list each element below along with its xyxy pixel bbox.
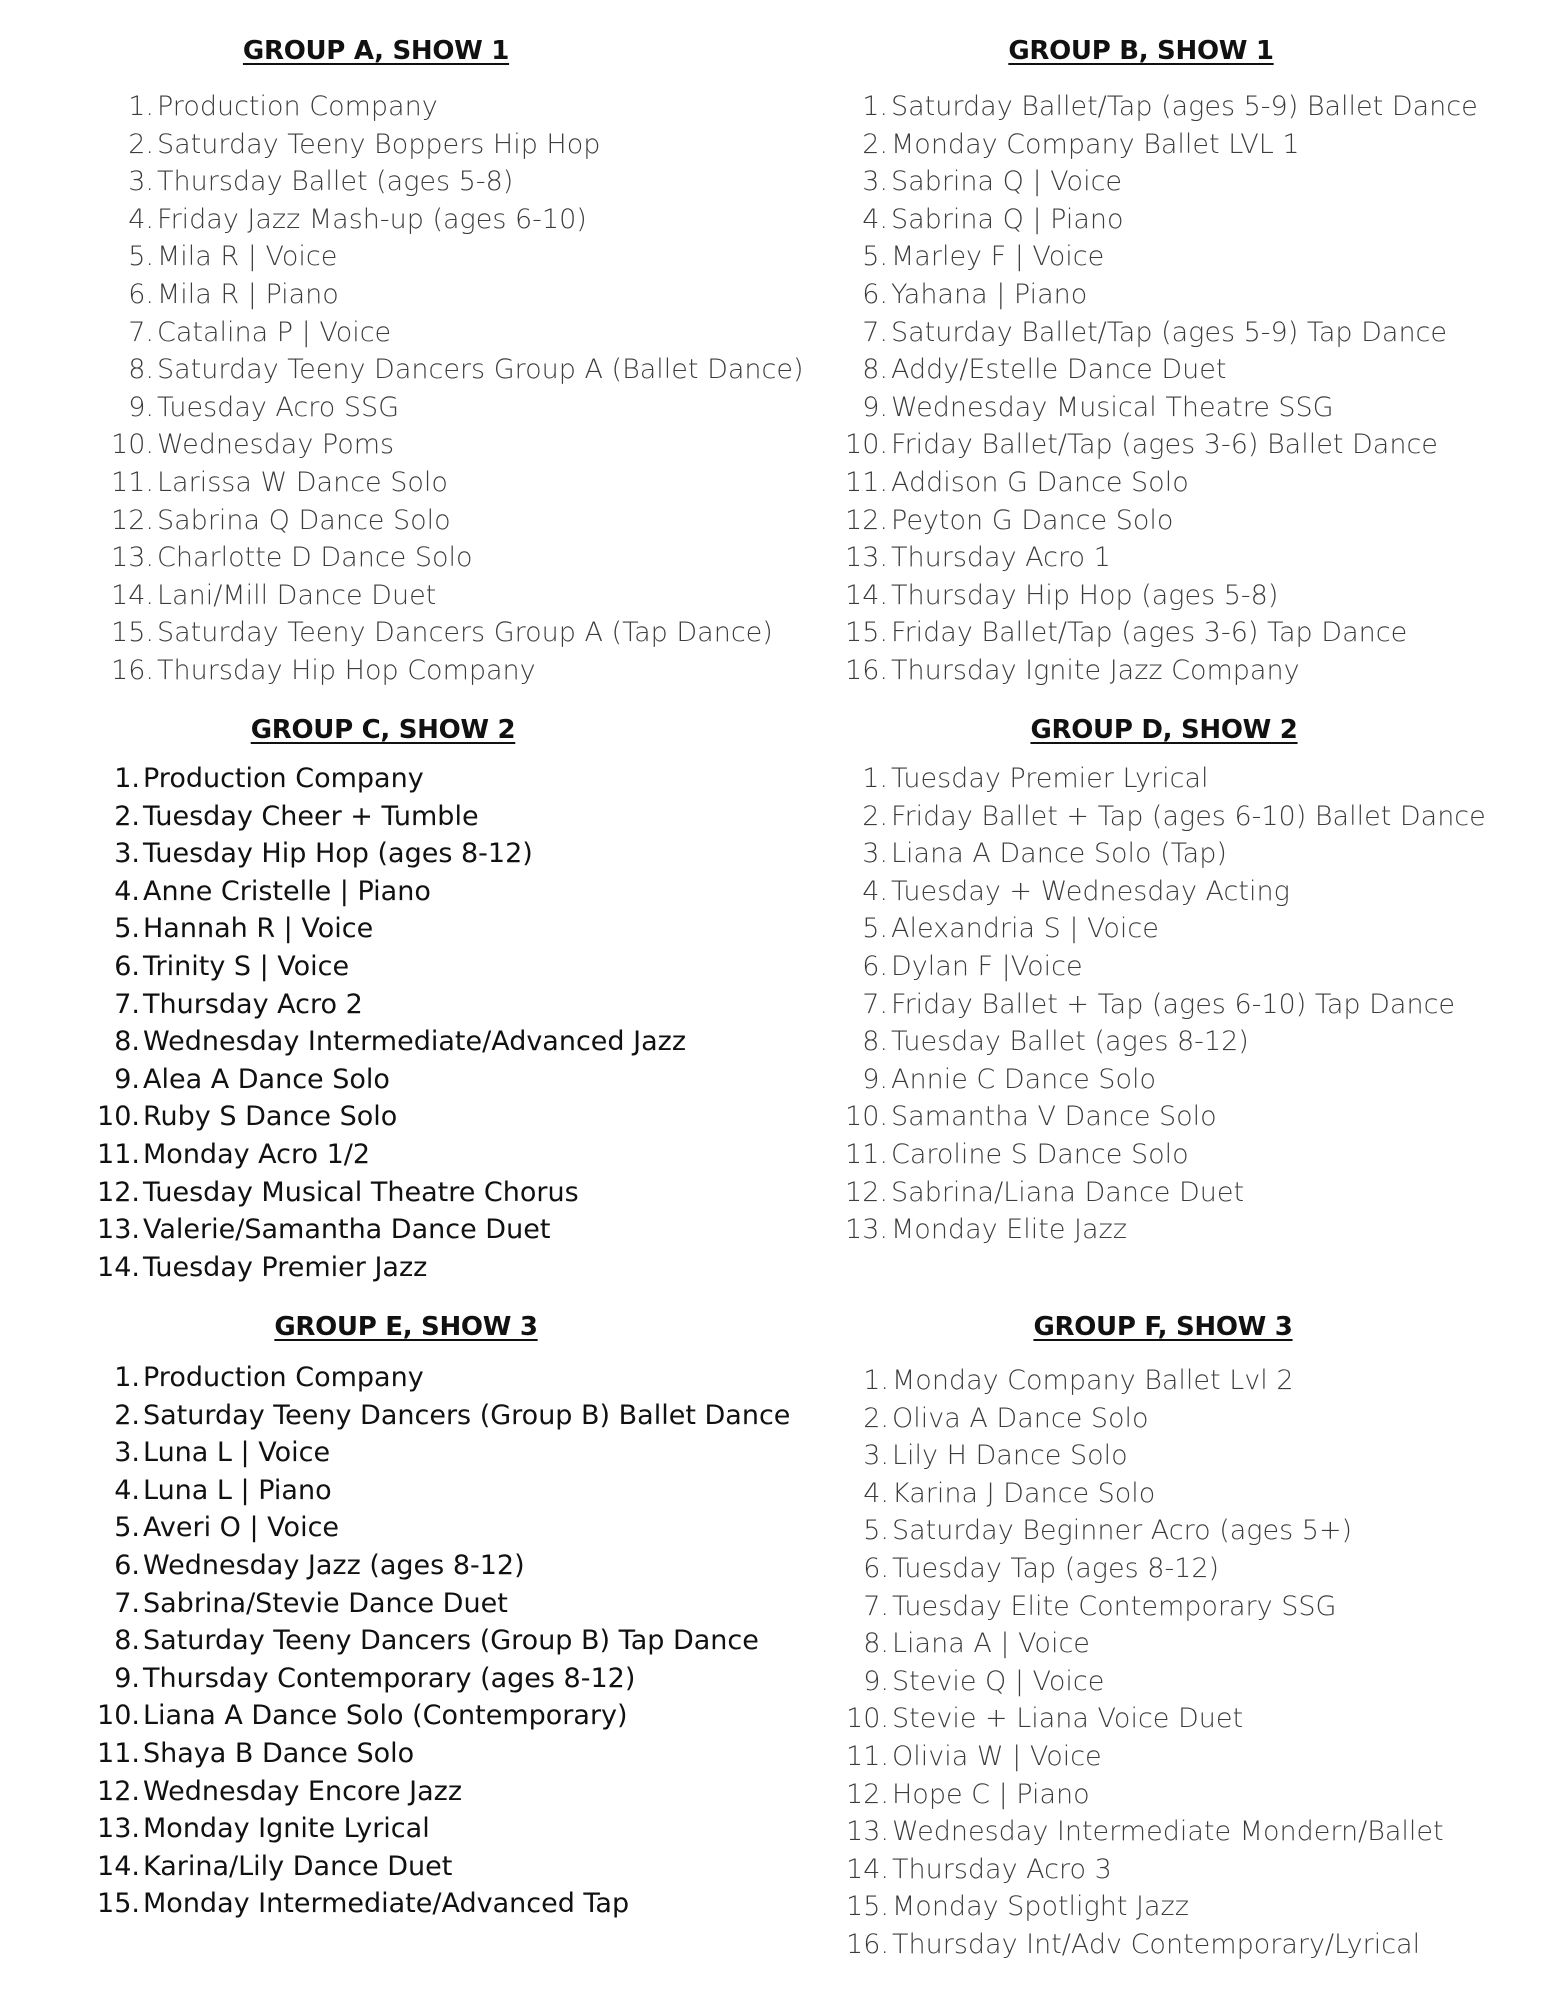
list-item [97, 1174, 686, 1212]
list-item [128, 314, 804, 352]
item-text: Saturday Teeny Dancers (Group B) Tap Dance [143, 1625, 759, 1657]
item-text: Trinity S | Voice [143, 950, 350, 982]
item-text: Mila R | Voice [157, 241, 338, 273]
item-number: 2. [862, 128, 888, 160]
list-item [845, 1098, 1486, 1136]
list-item [97, 1773, 790, 1811]
item-number: 16. [845, 654, 888, 686]
item-number: 2. [862, 800, 888, 832]
list-item [128, 238, 804, 276]
item-text: Liana A Dance Solo (Contemporary) [143, 1700, 628, 1732]
item-number: 13. [845, 1214, 888, 1246]
list-item [846, 1888, 1444, 1926]
item-text: Sabrina Q | Voice [891, 166, 1123, 198]
list-item [111, 426, 804, 464]
item-number: 13. [846, 1816, 889, 1848]
item-text: Thursday Int/Adv Contemporary/Lyrical [892, 1928, 1421, 1960]
list-item [845, 652, 1478, 690]
item-number: 12. [845, 1176, 888, 1208]
group-c-list [97, 760, 686, 1286]
list-item [845, 426, 1478, 464]
item-text: Sabrina Q | Piano [891, 203, 1124, 235]
item-text: Liana A | Voice [892, 1628, 1090, 1660]
item-number: 3. [862, 838, 888, 870]
list-item [862, 126, 1478, 164]
item-text: Friday Ballet + Tap (ages 6-10) Ballet Dance [891, 800, 1486, 832]
list-item [862, 760, 1486, 798]
item-number: 8. [862, 354, 888, 386]
item-number: 1. [128, 91, 154, 122]
item-text: Thursday Ignite Jazz Company [891, 654, 1300, 686]
list-item [863, 1550, 1444, 1588]
item-number: 14. [97, 1251, 140, 1283]
group-a-title: GROUP A, SHOW 1 [242, 36, 510, 66]
list-item [114, 760, 686, 798]
item-text: Hannah R | Voice [143, 913, 374, 945]
item-text: Tuesday Musical Theatre Chorus [143, 1176, 579, 1208]
item-number: 1. [863, 1365, 889, 1396]
list-item [111, 614, 804, 652]
item-number: 9. [862, 1063, 888, 1095]
list-item [97, 1735, 790, 1773]
item-text: Thursday Contemporary (ages 8-12) [143, 1662, 636, 1694]
list-item [97, 1810, 790, 1848]
item-number: 1. [862, 763, 888, 794]
item-text: Saturday Beginner Acro (ages 5+) [892, 1515, 1353, 1547]
item-number: 10. [846, 1703, 889, 1735]
list-item [128, 389, 804, 427]
item-number: 6. [863, 1552, 889, 1584]
item-number: 2. [863, 1402, 889, 1434]
list-item [845, 502, 1478, 540]
item-number: 9. [862, 391, 888, 423]
item-number: 3. [863, 1440, 889, 1472]
item-text: Charlotte D Dance Solo [157, 542, 473, 574]
item-text: Lily H Dance Solo [892, 1440, 1128, 1472]
list-item [114, 1547, 790, 1585]
list-item [863, 1512, 1444, 1550]
item-number: 8. [862, 1026, 888, 1058]
list-item [863, 1588, 1444, 1626]
list-item [863, 1362, 1444, 1400]
list-item [114, 1509, 790, 1547]
item-text: Oliva A Dance Solo [892, 1402, 1149, 1434]
item-text: Tuesday Tap (ages 8-12) [892, 1552, 1220, 1584]
list-item [111, 502, 804, 540]
item-text: Saturday Teeny Dancers (Group B) Ballet Dance [143, 1399, 791, 1431]
item-number: 3. [114, 1437, 140, 1469]
item-text: Production Company [157, 91, 438, 122]
list-item [114, 873, 686, 911]
list-item [863, 1663, 1444, 1701]
item-number: 11. [846, 1740, 889, 1772]
item-text: Thursday Hip Hop Company [157, 654, 536, 686]
list-item [111, 539, 804, 577]
item-text: Caroline S Dance Solo [891, 1138, 1189, 1170]
item-number: 14. [97, 1850, 140, 1882]
item-number: 5. [114, 913, 140, 945]
item-text: Tuesday Elite Contemporary SSG [892, 1590, 1337, 1622]
item-text: Tuesday + Wednesday Acting [891, 875, 1290, 907]
item-text: Luna L | Voice [143, 1437, 331, 1469]
item-number: 16. [846, 1928, 889, 1960]
list-item [862, 1061, 1486, 1099]
item-text: Stevie Q | Voice [892, 1665, 1105, 1697]
list-item [111, 464, 804, 502]
list-item [845, 1211, 1486, 1249]
item-text: Wednesday Jazz (ages 8-12) [143, 1549, 525, 1581]
list-item [114, 1622, 790, 1660]
item-number: 15. [111, 617, 154, 649]
item-number: 3. [862, 166, 888, 198]
item-number: 7. [114, 988, 140, 1020]
item-number: 1. [114, 1362, 140, 1393]
list-item [862, 88, 1478, 126]
item-number: 10. [97, 1101, 140, 1133]
item-number: 4. [862, 203, 888, 235]
list-item [128, 276, 804, 314]
item-number: 11. [845, 466, 888, 498]
list-item [863, 1625, 1444, 1663]
list-item [128, 351, 804, 389]
item-text: Friday Ballet/Tap (ages 3-6) Tap Dance [891, 617, 1408, 649]
list-item [114, 1472, 790, 1510]
list-item [97, 1885, 790, 1923]
group-d-title: GROUP D, SHOW 2 [1030, 715, 1298, 745]
item-text: Tuesday Premier Lyrical [891, 763, 1209, 794]
item-text: Peyton G Dance Solo [891, 504, 1174, 536]
item-number: 2. [114, 1399, 140, 1431]
list-item [97, 1136, 686, 1174]
item-number: 8. [128, 354, 154, 386]
list-item [845, 577, 1478, 615]
item-text: Hope C | Piano [892, 1778, 1090, 1810]
item-text: Catalina P | Voice [157, 316, 392, 348]
item-text: Production Company [143, 1362, 424, 1393]
item-number: 6. [114, 950, 140, 982]
item-number: 6. [862, 950, 888, 982]
item-text: Alexandria S | Voice [891, 913, 1159, 945]
list-item [846, 1813, 1444, 1851]
item-number: 7. [862, 988, 888, 1020]
item-text: Tuesday Hip Hop (ages 8-12) [143, 838, 533, 870]
item-number: 7. [862, 316, 888, 348]
list-item [114, 986, 686, 1024]
list-item [128, 163, 804, 201]
item-number: 5. [862, 913, 888, 945]
item-number: 9. [863, 1665, 889, 1697]
item-number: 9. [114, 1063, 140, 1095]
item-number: 6. [114, 1549, 140, 1581]
item-text: Yahana | Piano [891, 278, 1088, 310]
list-item [128, 126, 804, 164]
item-text: Shaya B Dance Solo [143, 1737, 415, 1769]
item-number: 4. [862, 875, 888, 907]
item-number: 4. [114, 875, 140, 907]
item-text: Sabrina/Liana Dance Duet [891, 1176, 1245, 1208]
list-item [862, 351, 1478, 389]
list-item [97, 1249, 686, 1287]
group-d-list [845, 760, 1486, 1249]
group-e-title: GROUP E, SHOW 3 [274, 1312, 538, 1342]
list-item [862, 389, 1478, 427]
group-c-title: GROUP C, SHOW 2 [250, 715, 516, 745]
list-item [862, 238, 1478, 276]
item-text: Thursday Ballet (ages 5-8) [157, 166, 514, 198]
list-item [114, 1359, 790, 1397]
list-item [862, 798, 1486, 836]
item-text: Ruby S Dance Solo [143, 1101, 398, 1133]
item-text: Mila R | Piano [157, 278, 339, 310]
list-item [846, 1926, 1444, 1964]
item-number: 9. [114, 1662, 140, 1694]
list-item [128, 88, 804, 126]
list-item [114, 1585, 790, 1623]
item-number: 5. [128, 241, 154, 273]
list-item [845, 1136, 1486, 1174]
item-text: Wednesday Intermediate Mondern/Ballet [892, 1816, 1444, 1848]
list-item [114, 1061, 686, 1099]
item-text: Averi O | Voice [143, 1512, 340, 1544]
item-number: 13. [97, 1813, 140, 1845]
item-number: 12. [845, 504, 888, 536]
item-number: 13. [845, 542, 888, 574]
item-text: Thursday Acro 3 [892, 1853, 1112, 1885]
item-number: 8. [114, 1026, 140, 1058]
list-item [862, 986, 1486, 1024]
list-item [128, 201, 804, 239]
list-item [862, 1023, 1486, 1061]
item-text: Addison G Dance Solo [891, 466, 1189, 498]
item-text: Friday Jazz Mash-up (ages 6-10) [157, 203, 587, 235]
list-item [845, 1174, 1486, 1212]
list-item [862, 835, 1486, 873]
item-text: Monday Acro 1/2 [143, 1138, 371, 1170]
list-item [114, 798, 686, 836]
item-text: Sabrina Q Dance Solo [157, 504, 451, 536]
item-text: Lani/Mill Dance Duet [157, 579, 437, 611]
item-number: 10. [97, 1700, 140, 1732]
item-text: Valerie/Samantha Dance Duet [143, 1214, 551, 1246]
list-item [846, 1700, 1444, 1738]
item-text: Luna L | Piano [143, 1474, 332, 1506]
list-item [862, 948, 1486, 986]
item-text: Dylan F |Voice [891, 950, 1083, 982]
item-number: 15. [97, 1888, 140, 1920]
list-item [114, 1397, 791, 1435]
item-text: Monday Elite Jazz [891, 1214, 1127, 1246]
item-text: Saturday Ballet/Tap (ages 5-9) Tap Dance [891, 316, 1448, 348]
item-number: 9. [128, 391, 154, 423]
item-text: Tuesday Ballet (ages 8-12) [891, 1026, 1249, 1058]
item-number: 13. [97, 1214, 140, 1246]
item-text: Friday Ballet + Tap (ages 6-10) Tap Dance [891, 988, 1456, 1020]
item-number: 1. [862, 91, 888, 122]
list-item [114, 1023, 686, 1061]
item-number: 10. [111, 429, 154, 461]
item-text: Stevie + Liana Voice Duet [892, 1703, 1244, 1735]
list-item [863, 1475, 1444, 1513]
item-text: Samantha V Dance Solo [891, 1101, 1217, 1133]
item-text: Monday Intermediate/Advanced Tap [143, 1888, 630, 1920]
item-text: Tuesday Acro SSG [157, 391, 400, 423]
item-number: 12. [97, 1775, 140, 1807]
item-number: 14. [846, 1853, 889, 1885]
item-number: 11. [845, 1138, 888, 1170]
item-text: Wednesday Encore Jazz [143, 1775, 462, 1807]
item-number: 7. [863, 1590, 889, 1622]
group-f-title: GROUP F, SHOW 3 [1033, 1312, 1293, 1342]
item-number: 12. [846, 1778, 889, 1810]
list-item [846, 1776, 1444, 1814]
item-text: Thursday Acro 2 [143, 988, 363, 1020]
item-text: Larissa W Dance Solo [157, 466, 448, 498]
list-item [862, 314, 1478, 352]
item-number: 5. [863, 1515, 889, 1547]
list-item [863, 1400, 1444, 1438]
item-number: 8. [863, 1628, 889, 1660]
item-text: Saturday Teeny Dancers Group A (Ballet Dance) [157, 354, 804, 386]
list-item [97, 1848, 790, 1886]
item-text: Friday Ballet/Tap (ages 3-6) Ballet Dance [891, 429, 1438, 461]
list-item [863, 1437, 1444, 1475]
item-text: Addy/Estelle Dance Duet [891, 354, 1227, 386]
item-number: 3. [128, 166, 154, 198]
item-number: 10. [845, 1101, 888, 1133]
item-text: Thursday Acro 1 [891, 542, 1111, 574]
group-a-list [111, 88, 804, 690]
item-number: 3. [114, 838, 140, 870]
group-b-list [845, 88, 1478, 690]
list-item [114, 835, 686, 873]
list-item [114, 910, 686, 948]
list-item [845, 539, 1478, 577]
item-number: 15. [846, 1891, 889, 1923]
item-number: 4. [114, 1474, 140, 1506]
item-text: Annie C Dance Solo [891, 1063, 1156, 1095]
list-item [114, 948, 686, 986]
item-number: 6. [128, 278, 154, 310]
item-number: 8. [114, 1625, 140, 1657]
list-item [862, 276, 1478, 314]
group-e-list [97, 1359, 791, 1923]
item-text: Olivia W | Voice [892, 1740, 1102, 1772]
item-text: Saturday Ballet/Tap (ages 5-9) Ballet Dance [891, 91, 1478, 122]
item-text: Karina J Dance Solo [892, 1477, 1156, 1509]
list-item [97, 1098, 686, 1136]
item-number: 7. [114, 1587, 140, 1619]
list-item [862, 163, 1478, 201]
item-number: 12. [97, 1176, 140, 1208]
list-item [97, 1697, 790, 1735]
item-number: 12. [111, 504, 154, 536]
item-text: Sabrina/Stevie Dance Duet [143, 1587, 508, 1619]
item-number: 14. [111, 579, 154, 611]
item-text: Marley F | Voice [891, 241, 1105, 273]
item-text: Alea A Dance Solo [143, 1063, 390, 1095]
list-item [845, 614, 1478, 652]
item-number: 5. [114, 1512, 140, 1544]
list-item [862, 873, 1486, 911]
list-item [114, 1434, 790, 1472]
item-number: 14. [845, 579, 888, 611]
group-b-title: GROUP B, SHOW 1 [1008, 36, 1274, 66]
item-number: 2. [114, 800, 140, 832]
item-number: 2. [128, 128, 154, 160]
list-item [862, 910, 1486, 948]
item-number: 16. [111, 654, 154, 686]
item-text: Liana A Dance Solo (Tap) [891, 838, 1227, 870]
item-text: Saturday Teeny Dancers Group A (Tap Dance) [157, 617, 773, 649]
item-number: 13. [111, 542, 154, 574]
list-item [846, 1851, 1444, 1889]
item-number: 6. [862, 278, 888, 310]
item-number: 10. [845, 429, 888, 461]
list-item [862, 201, 1478, 239]
item-text: Tuesday Cheer + Tumble [143, 800, 479, 832]
item-text: Wednesday Poms [157, 429, 395, 461]
item-text: Production Company [143, 763, 424, 794]
list-item [111, 577, 804, 615]
item-text: Monday Company Ballet Lvl 2 [892, 1365, 1294, 1396]
item-text: Monday Spotlight Jazz [892, 1891, 1189, 1923]
list-item [114, 1660, 790, 1698]
item-number: 1. [114, 763, 140, 794]
item-text: Anne Cristelle | Piano [143, 875, 431, 907]
item-text: Thursday Hip Hop (ages 5-8) [891, 579, 1279, 611]
item-number: 5. [862, 241, 888, 273]
item-number: 11. [97, 1737, 140, 1769]
item-text: Wednesday Musical Theatre SSG [891, 391, 1334, 423]
item-number: 4. [128, 203, 154, 235]
item-text: Tuesday Premier Jazz [143, 1251, 428, 1283]
item-number: 4. [863, 1477, 889, 1509]
item-text: Monday Company Ballet LVL 1 [891, 128, 1300, 160]
item-text: Wednesday Intermediate/Advanced Jazz [143, 1026, 686, 1058]
list-item [111, 652, 804, 690]
item-number: 15. [845, 617, 888, 649]
item-number: 11. [97, 1138, 140, 1170]
list-item [846, 1738, 1444, 1776]
group-f-list [846, 1362, 1444, 1964]
item-number: 7. [128, 316, 154, 348]
item-text: Saturday Teeny Boppers Hip Hop [157, 128, 601, 160]
item-number: 11. [111, 466, 154, 498]
item-text: Karina/Lily Dance Duet [143, 1850, 453, 1882]
list-item [845, 464, 1478, 502]
item-text: Monday Ignite Lyrical [143, 1813, 430, 1845]
list-item [97, 1211, 686, 1249]
